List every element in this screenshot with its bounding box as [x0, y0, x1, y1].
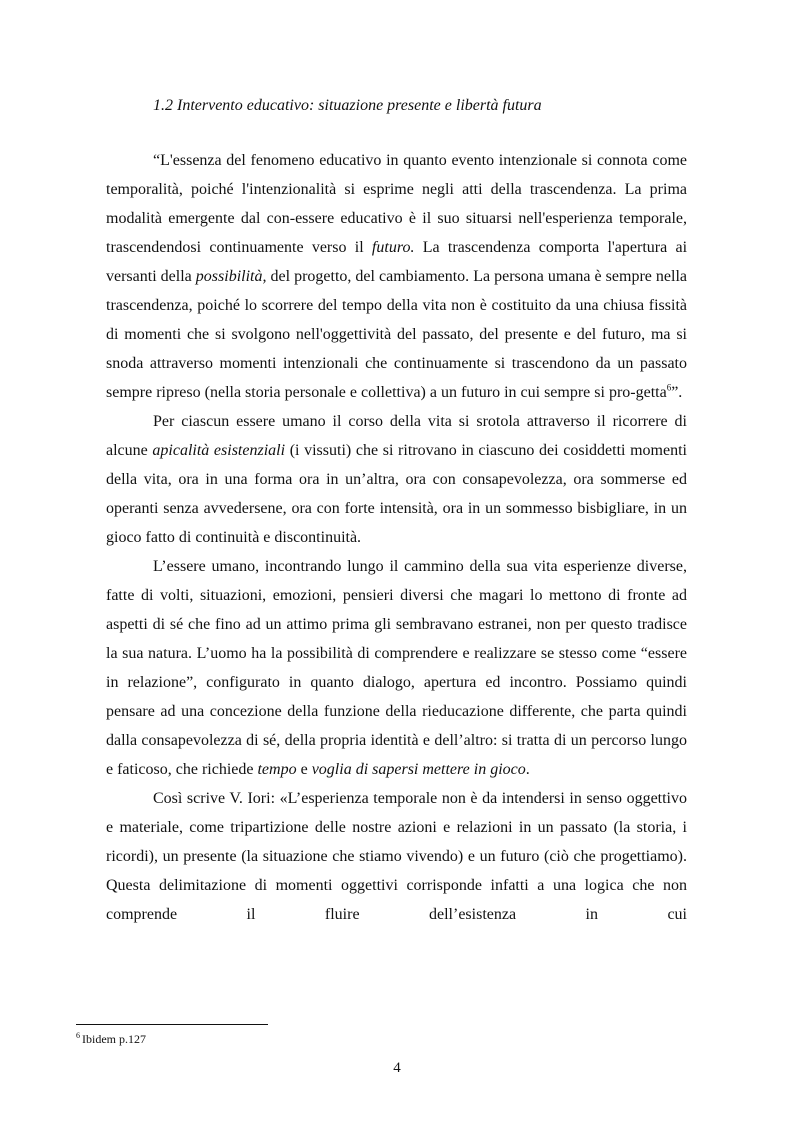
footnote-divider [76, 1024, 268, 1025]
page-number: 4 [393, 1060, 401, 1076]
italic-apicalita: apicalità esistenziali [152, 442, 286, 459]
paragraph-1-text-d: ”. [671, 384, 683, 401]
paragraph-3 [106, 552, 687, 784]
paragraph-1-text-c: del progetto, del cambiamento. La persona umana è sempre nella trascendenza, poiché lo scorrere del tempo della vita non è costituito da una chiusa fissità di momenti che si svolgono nell'oggettività del passato, del presente e del futuro, ma si snoda attraverso momenti intenzionali che continuamente si trascendono da un passato sempre ripreso (nella storia personale e collettiva) a un futuro in cui sempre si pro-getta [106, 268, 687, 401]
paragraph-3-text-b: e [296, 761, 312, 778]
italic-possibilita: possibilità, [195, 268, 267, 285]
italic-futuro: futuro. [371, 239, 415, 256]
paragraph-3-text-a: L’essere umano, incontrando lungo il cammino della sua vita esperienze diverse, fatte di volti, situazioni, emozioni, pensieri diversi che magari lo mettono di fronte ad aspetti di sé che fino ad un attimo prima gli sembravano estranei, non per questo tradisce la sua natura. L’uomo ha la possibilità di comprendere e realizzare se stesso come “essere in relazione”, configurato in quanto dialogo, apertura ed incontro. Possiamo quindi pensare ad una concezione della funzione della rieducazione differente, che parta quindi dalla consapevolezza di sé, della propria identità e dell’altro: si tratta di un percorso lungo e faticoso, che richiede [106, 558, 687, 778]
paragraph-1 [106, 146, 687, 407]
footnote-reference: 6 [666, 382, 672, 393]
paragraph-2 [106, 407, 687, 552]
paragraph-4 [106, 784, 687, 929]
body-text [106, 146, 687, 929]
footnote-mark: 6 [76, 1031, 80, 1040]
footnote [76, 1031, 146, 1047]
paragraph-1-text-b: La trascendenza comporta l'apertura ai versanti della [106, 239, 688, 285]
paragraph-2-text-a: Per ciascun essere umano il corso della vita si srotola attraverso il ricorrere di alcune [106, 413, 687, 459]
paragraph-1-text-a: “L'essenza del fenomeno educativo in quanto evento intenzionale si connota come temporalità, poiché l'intenzionalità si esprime negli atti della trascendenza. La prima modalità emergente dal con-essere educativo è il suo situarsi nell'esperienza temporale, trascendendosi continuamente verso il [106, 152, 687, 256]
paragraph-2-text-b: (i vissuti) che si ritrovano in ciascuno dei cosiddetti momenti della vita, ora in una forma ora in un’altra, ora con consapevolezza, ora sommerse ed operanti senza avvedersene, ora con forte intensità, ora in un sommesso bisbigliare, in un gioco fatto di continuità e discontinuità. [106, 442, 687, 546]
paragraph-4-text-a: Così scrive V. Iori: «L’esperienza temporale non è da intendersi in senso oggettivo e materiale, come tripartizione delle nostre azioni e relazioni in un passato (la storia, i ricordi), un presente (la situazione che stiamo vivendo) e un futuro (ciò che progettiamo). Questa delimitazione di momenti oggettivi corrisponde infatti a una logica che non comprende il fluire dell’esistenza in cui [106, 790, 687, 923]
paragraph-3-text-c: . [525, 761, 530, 778]
section-heading: 1.2 Intervento educativo: situazione presente e libertà futura [153, 97, 542, 114]
italic-tempo: tempo [257, 761, 297, 778]
italic-voglia: voglia di sapersi mettere in gioco [311, 761, 526, 778]
footnote-text: Ibidem p.127 [82, 1032, 146, 1046]
